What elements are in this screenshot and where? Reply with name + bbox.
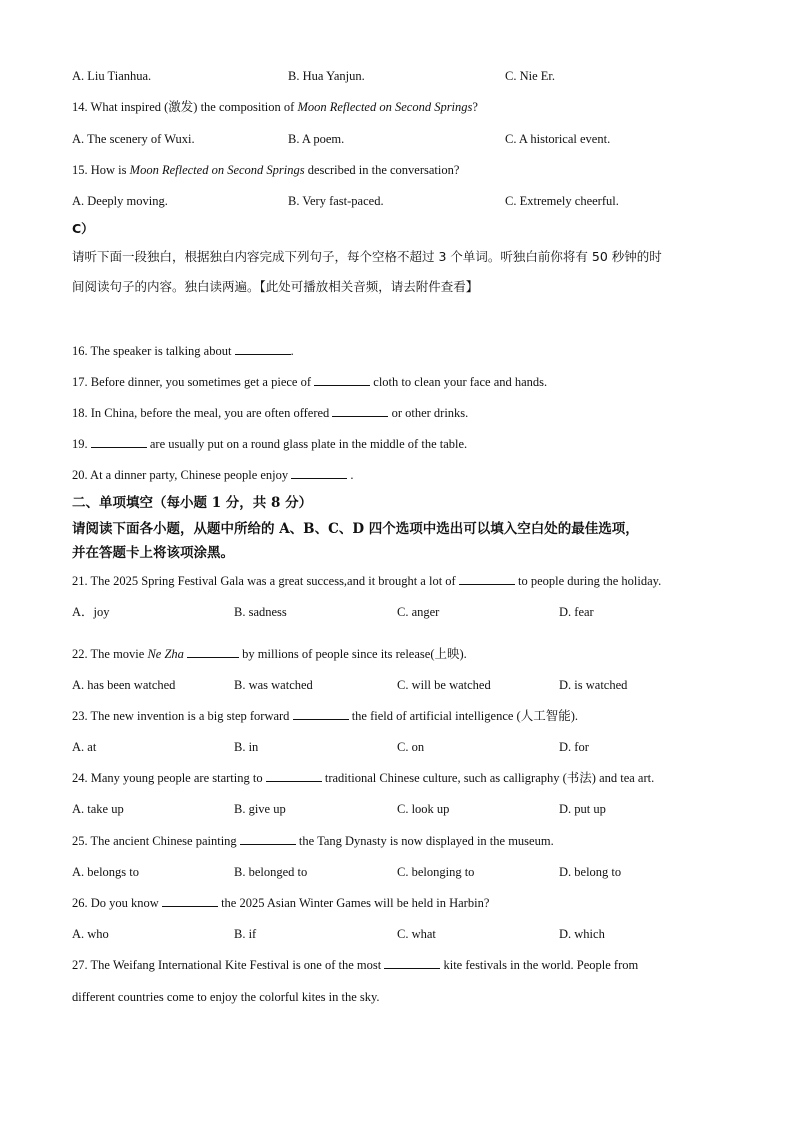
answer-blank[interactable] <box>332 405 388 417</box>
question-text-end: are usually put on a round glass plate in the middle of the table. <box>146 437 468 451</box>
question-text-end: by millions of people since its release(上映). <box>239 647 467 661</box>
question-14 <box>72 99 478 115</box>
question-text-end: cloth to clean your face and hands. <box>370 375 548 389</box>
option-d[interactable]: D. for <box>559 740 589 754</box>
question-19 <box>72 436 467 452</box>
question-text: 26. Do you know <box>72 896 162 910</box>
option-d[interactable]: D. is watched <box>559 678 628 692</box>
option-a[interactable]: A. take up <box>72 802 124 816</box>
question-text-end: ? <box>472 100 478 114</box>
q24-options <box>72 801 722 817</box>
q13-options <box>72 68 722 84</box>
option-c[interactable]: C. will be watched <box>397 678 491 692</box>
question-text: 17. Before dinner, you sometimes get a piece of <box>72 375 315 389</box>
option-a[interactable]: A. who <box>72 927 109 941</box>
question-text: 20. At a dinner party, Chinese people enjoy <box>72 468 292 482</box>
answer-blank[interactable] <box>240 833 296 845</box>
option-c[interactable]: C. belonging to <box>397 865 475 879</box>
part-2-instruction-2: 并在答题卡上将该项涂黑。 <box>72 545 234 561</box>
answer-blank[interactable] <box>235 343 291 355</box>
section-c-label: C） <box>72 221 94 236</box>
section-c-instruction-2: 间阅读句子的内容。独白读两遍。【此处可播放相关音频，请去附件查看】 <box>72 279 479 294</box>
question-17 <box>72 374 547 390</box>
option-a[interactable]: A．joy <box>72 605 110 619</box>
question-text-end: . <box>290 344 294 358</box>
question-text-end: the field of artificial intelligence (人工智能). <box>348 709 578 723</box>
option-c: C. A historical event. <box>505 132 611 146</box>
part-2-instruction-1: 请阅读下面各小题，从题中所给的 A、B、C、D 四个选项中选出可以填入空白处的最佳选项， <box>72 521 639 537</box>
q23-options <box>72 739 722 755</box>
question-text-end: . <box>347 468 354 482</box>
option-a[interactable]: A. belongs to <box>72 865 140 879</box>
q22-options <box>72 677 722 693</box>
question-text: 21. The 2025 Spring Festival Gala was a great success,and it brought a lot of <box>72 574 459 588</box>
question-text: 14. What inspired (激发) the composition of <box>72 100 298 114</box>
option-c[interactable]: C. look up <box>397 802 450 816</box>
question-18 <box>72 405 468 421</box>
option-d[interactable]: D. which <box>559 927 605 941</box>
section-c-instruction-1: 请听下面一段独白，根据独白内容完成下列句子，每个空格不超过 3 个单词。听独白前你将有 50 秒钟的时 <box>72 249 662 264</box>
option-c: C. Nie Er. <box>505 69 555 83</box>
option-c[interactable]: C. what <box>397 927 436 941</box>
option-a[interactable]: A. at <box>72 740 97 754</box>
question-27 <box>72 957 638 973</box>
option-b[interactable]: B. give up <box>234 802 286 816</box>
q14-options <box>72 131 722 147</box>
question-text: 22. The movie <box>72 647 148 661</box>
option-c[interactable]: C. on <box>397 740 425 754</box>
option-d[interactable]: D. put up <box>559 802 606 816</box>
option-b: B. Hua Yanjun. <box>288 69 365 83</box>
question-text: 16. The speaker is talking about <box>72 344 235 358</box>
option-b: B. A poem. <box>288 132 345 146</box>
option-d[interactable]: D. fear <box>559 605 594 619</box>
question-text-end: described in the conversation? <box>304 163 460 177</box>
question-text: 15. How is <box>72 163 130 177</box>
option-d[interactable]: D. belong to <box>559 865 622 879</box>
song-title: Moon Reflected on Second Springs <box>297 100 473 114</box>
question-text-end: the Tang Dynasty is now displayed in the museum. <box>295 834 554 848</box>
option-b[interactable]: B. belonged to <box>234 865 308 879</box>
answer-blank[interactable] <box>91 436 147 448</box>
part-2-title: 二、单项填空（每小题 1 分，共 8 分） <box>72 495 313 511</box>
answer-blank[interactable] <box>459 573 515 585</box>
answer-blank[interactable] <box>293 708 349 720</box>
question-text-end: traditional Chinese culture, such as calligraphy (书法) and tea art. <box>321 771 655 785</box>
question-15 <box>72 162 459 178</box>
q21-options <box>72 604 722 620</box>
answer-blank[interactable] <box>266 770 322 782</box>
song-title: Moon Reflected on Second Springs <box>129 163 305 177</box>
option-a[interactable]: A. has been watched <box>72 678 176 692</box>
option-b[interactable]: B. was watched <box>234 678 313 692</box>
question-22 <box>72 646 467 662</box>
option-c[interactable]: C. anger <box>397 605 440 619</box>
question-text-end: or other drinks. <box>388 406 469 420</box>
question-text-end: the 2025 Asian Winter Games will be held in Harbin? <box>217 896 490 910</box>
answer-blank[interactable] <box>187 646 239 658</box>
question-26 <box>72 895 489 911</box>
option-a: A. The scenery of Wuxi. <box>72 132 195 146</box>
answer-blank[interactable] <box>291 467 347 479</box>
question-text-end: to people during the holiday. <box>514 574 662 588</box>
q15-options <box>72 193 722 209</box>
question-24 <box>72 770 654 786</box>
option-a: A. Liu Tianhua. <box>72 69 152 83</box>
question-25 <box>72 833 554 849</box>
question-16 <box>72 343 294 359</box>
question-27-line-2: different countries come to enjoy the colorful kites in the sky. <box>72 990 380 1004</box>
option-b[interactable]: B. if <box>234 927 257 941</box>
option-c: C. Extremely cheerful. <box>505 194 619 208</box>
question-text: 19. <box>72 437 91 451</box>
question-21 <box>72 573 661 589</box>
question-text: 25. The ancient Chinese painting <box>72 834 240 848</box>
q25-options <box>72 864 722 880</box>
movie-title: Ne Zha <box>147 647 184 661</box>
answer-blank[interactable] <box>162 895 218 907</box>
q26-options <box>72 926 722 942</box>
option-b: B. Very fast-paced. <box>288 194 384 208</box>
question-23 <box>72 708 578 724</box>
question-text-end: kite festivals in the world. People from <box>440 958 639 972</box>
question-text: 24. Many young people are starting to <box>72 771 266 785</box>
question-text: 18. In China, before the meal, you are often offered <box>72 406 333 420</box>
question-text: 23. The new invention is a big step forward <box>72 709 293 723</box>
option-a: A. Deeply moving. <box>72 194 168 208</box>
question-20 <box>72 467 354 483</box>
option-b[interactable]: B. in <box>234 740 259 754</box>
answer-blank[interactable] <box>384 957 440 969</box>
option-b[interactable]: B. sadness <box>234 605 287 619</box>
answer-blank[interactable] <box>314 374 370 386</box>
question-text: 27. The Weifang International Kite Festival is one of the most <box>72 958 385 972</box>
